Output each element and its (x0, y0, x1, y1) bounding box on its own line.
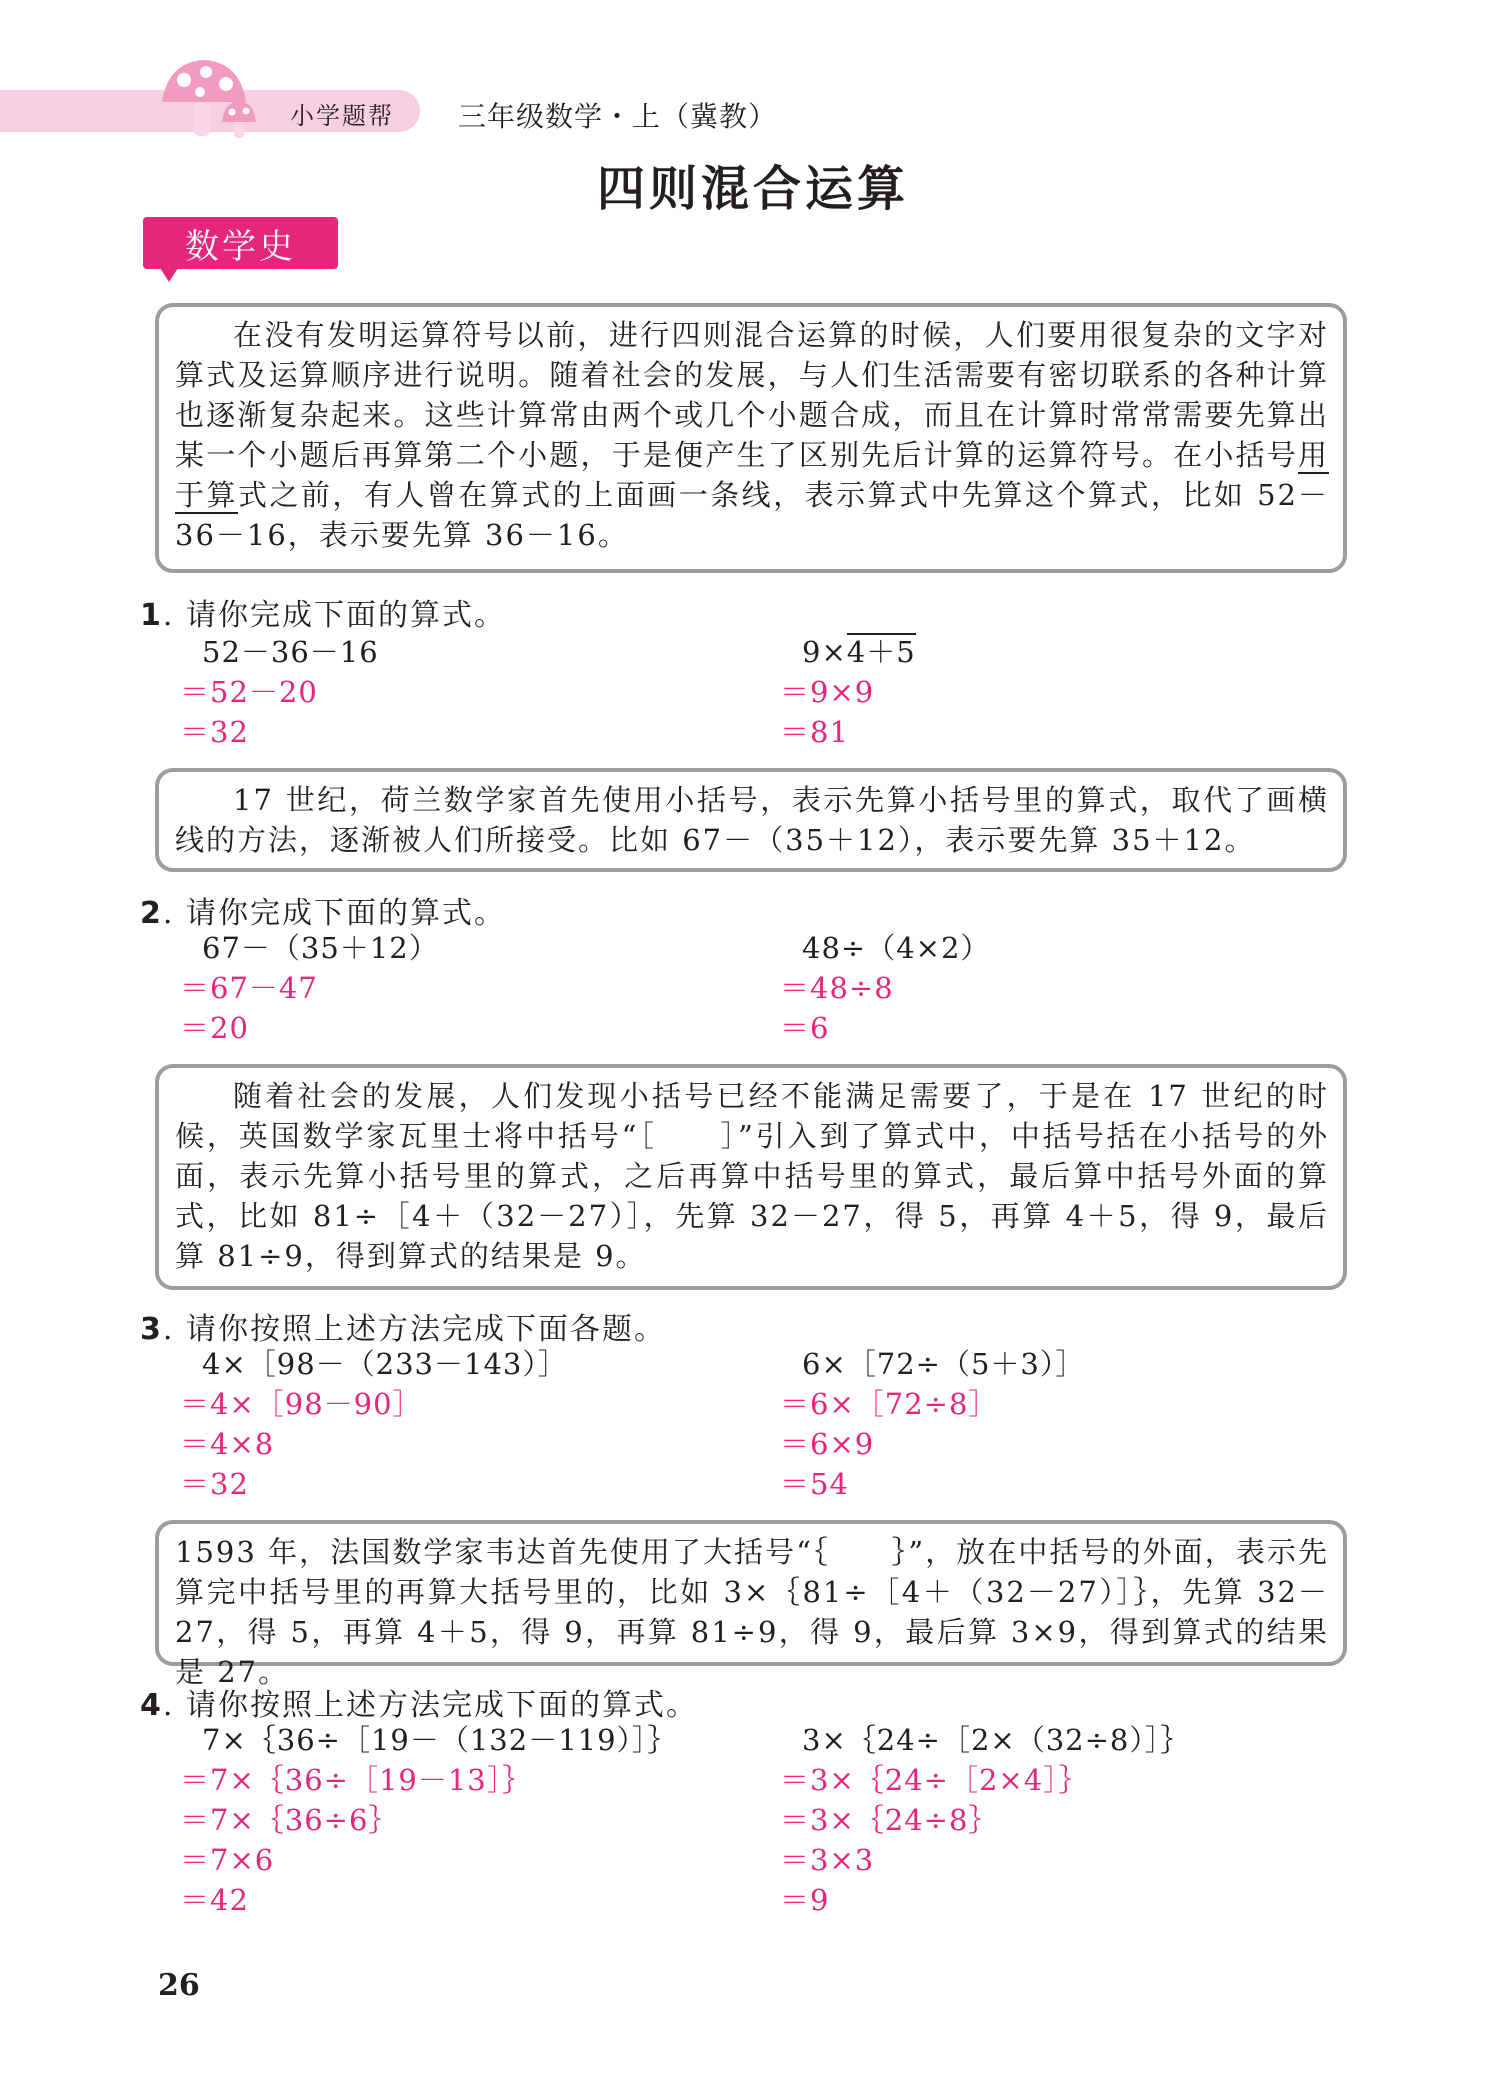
q3-right-step-2: ＝6×9 (780, 1427, 875, 1461)
question-4-right (780, 1720, 1190, 1920)
question-3-left (180, 1344, 568, 1504)
question-2-left (180, 928, 439, 1048)
history-text-1-mark: 用于算 (175, 438, 1329, 512)
history-text-1 (175, 315, 1329, 555)
section-tag-tail (160, 268, 178, 282)
question-3-right (780, 1344, 1085, 1504)
question-4-left (180, 1720, 678, 1920)
question-2-title: 2. 请你完成下面的算式。 (140, 896, 506, 931)
question-1-right (780, 632, 916, 752)
q4-left-step-2: ＝7×｛36÷6｝ (180, 1803, 399, 1837)
mushroom-logo-icon (160, 56, 260, 146)
q1-right-step-2: ＝81 (780, 715, 849, 749)
history-box-3 (155, 1064, 1347, 1290)
question-3-title: 3. 请你按照上述方法完成下面各题。 (140, 1312, 666, 1347)
q4-right-expression: 3×｛24÷［2×（32÷8）］｝ (802, 1723, 1191, 1757)
question-1-left (180, 632, 379, 752)
q1-right-step-1: ＝9×9 (780, 675, 875, 709)
q1-left-expression: 52－36－16 (202, 635, 379, 669)
q3-right-expression: 6×［72÷（5＋3）］ (802, 1347, 1086, 1381)
q3-right-step-1: ＝6×［72÷8］ (780, 1387, 999, 1421)
q3-left-step-1: ＝4×［98－90］ (180, 1387, 423, 1421)
history-text-3: 随着社会的发展，人们发现小括号已经不能满足需要了，于是在 17 世纪的时候，英国数学家瓦里士将中括号“［ ］”引入到了算式中，中括号括在小括号的外面，表示先算小括号里的算式，之后再算中括号里的算式，最后算中括号外面的算式，比如 81÷［4＋（32－27）］，先算 32－27，得 5，再算 4＋5，得 9，最后算 81÷9，得到算式的结果是 9。 (175, 1079, 1329, 1273)
q4-right-step-4: ＝9 (780, 1883, 830, 1917)
history-text-2: 17 世纪，荷兰数学家首先使用小括号，表示先算小括号里的算式，取代了画横线的方法，逐渐被人们所接受。比如 67－（35＋12），表示要先算 35＋12。 (175, 783, 1329, 857)
q2-left-step-1: ＝67－47 (180, 971, 318, 1005)
q4-left-step-1: ＝7×｛36÷［19－13］｝ (180, 1763, 533, 1797)
history-text-4: 1593 年，法国数学家韦达首先使用了大括号“｛ ｝”，放在中括号的外面，表示先算完中括号里的再算大括号里的，比如 3×｛81÷［4＋（32－27）］｝，先算 32－27，得 5，再算 4＋5，得 9，再算 81÷9，得 9，最后算 3×9，得到算式的结果是 27。 (175, 1535, 1329, 1689)
question-1-title: 1. 请你完成下面的算式。 (140, 598, 506, 633)
q4-right-step-3: ＝3×3 (780, 1843, 875, 1877)
question-4-title: 4. 请你按照上述方法完成下面的算式。 (140, 1688, 698, 1723)
q2-left-expression: 67－（35＋12） (202, 931, 439, 965)
q2-right-step-2: ＝6 (780, 1011, 830, 1045)
question-2-right (780, 928, 990, 1048)
history-box-2 (155, 768, 1347, 872)
q1-left-step-2: ＝32 (180, 715, 249, 749)
q2-right-expression: 48÷（4×2） (802, 931, 991, 965)
q4-right-step-1: ＝3×｛24÷［2×4］｝ (780, 1763, 1089, 1797)
q4-left-step-3: ＝7×6 (180, 1843, 275, 1877)
q1-left-step-1: ＝52－20 (180, 675, 318, 709)
section-tag: 数学史 (143, 217, 338, 269)
book-title: 三年级数学・上（冀教） (458, 100, 778, 133)
q3-left-step-3: ＝32 (180, 1467, 249, 1501)
q1-right-expression: 9×4＋5 (802, 635, 916, 669)
history-text-1-post: 式之前，有人曾在算式的上面画一条线，表示算式中先算这个算式，比如 52－36－16，表示要先算 36－16。 (175, 478, 1329, 552)
page-number: 26 (158, 1968, 200, 2003)
history-box-1 (155, 303, 1347, 573)
page-title: 四则混合运算 (596, 161, 909, 217)
q4-right-step-2: ＝3×｛24÷8｝ (780, 1803, 999, 1837)
q3-right-step-3: ＝54 (780, 1467, 849, 1501)
series-name: 小学题帮 (290, 102, 394, 130)
q3-left-step-2: ＝4×8 (180, 1427, 275, 1461)
q3-left-expression: 4×［98－（233－143）］ (202, 1347, 568, 1381)
q4-left-expression: 7×｛36÷［19－（132－119）］｝ (202, 1723, 678, 1757)
q4-left-step-4: ＝42 (180, 1883, 249, 1917)
history-box-4 (155, 1520, 1347, 1689)
q2-left-step-2: ＝20 (180, 1011, 249, 1045)
history-text-1-pre: 在没有发明运算符号以前，进行四则混合运算的时候，人们要用很复杂的文字对算式及运算顺序进行说明。随着社会的发展，与人们生活需要有密切联系的各种计算也逐渐复杂起来。这些计算常由两个或几个小题合成，而且在计算时常常需要先算出某一个小题后再算第二个小题，于是便产生了区别先后计算的运算符号。在小括号 (175, 318, 1329, 472)
q2-right-step-1: ＝48÷8 (780, 971, 894, 1005)
